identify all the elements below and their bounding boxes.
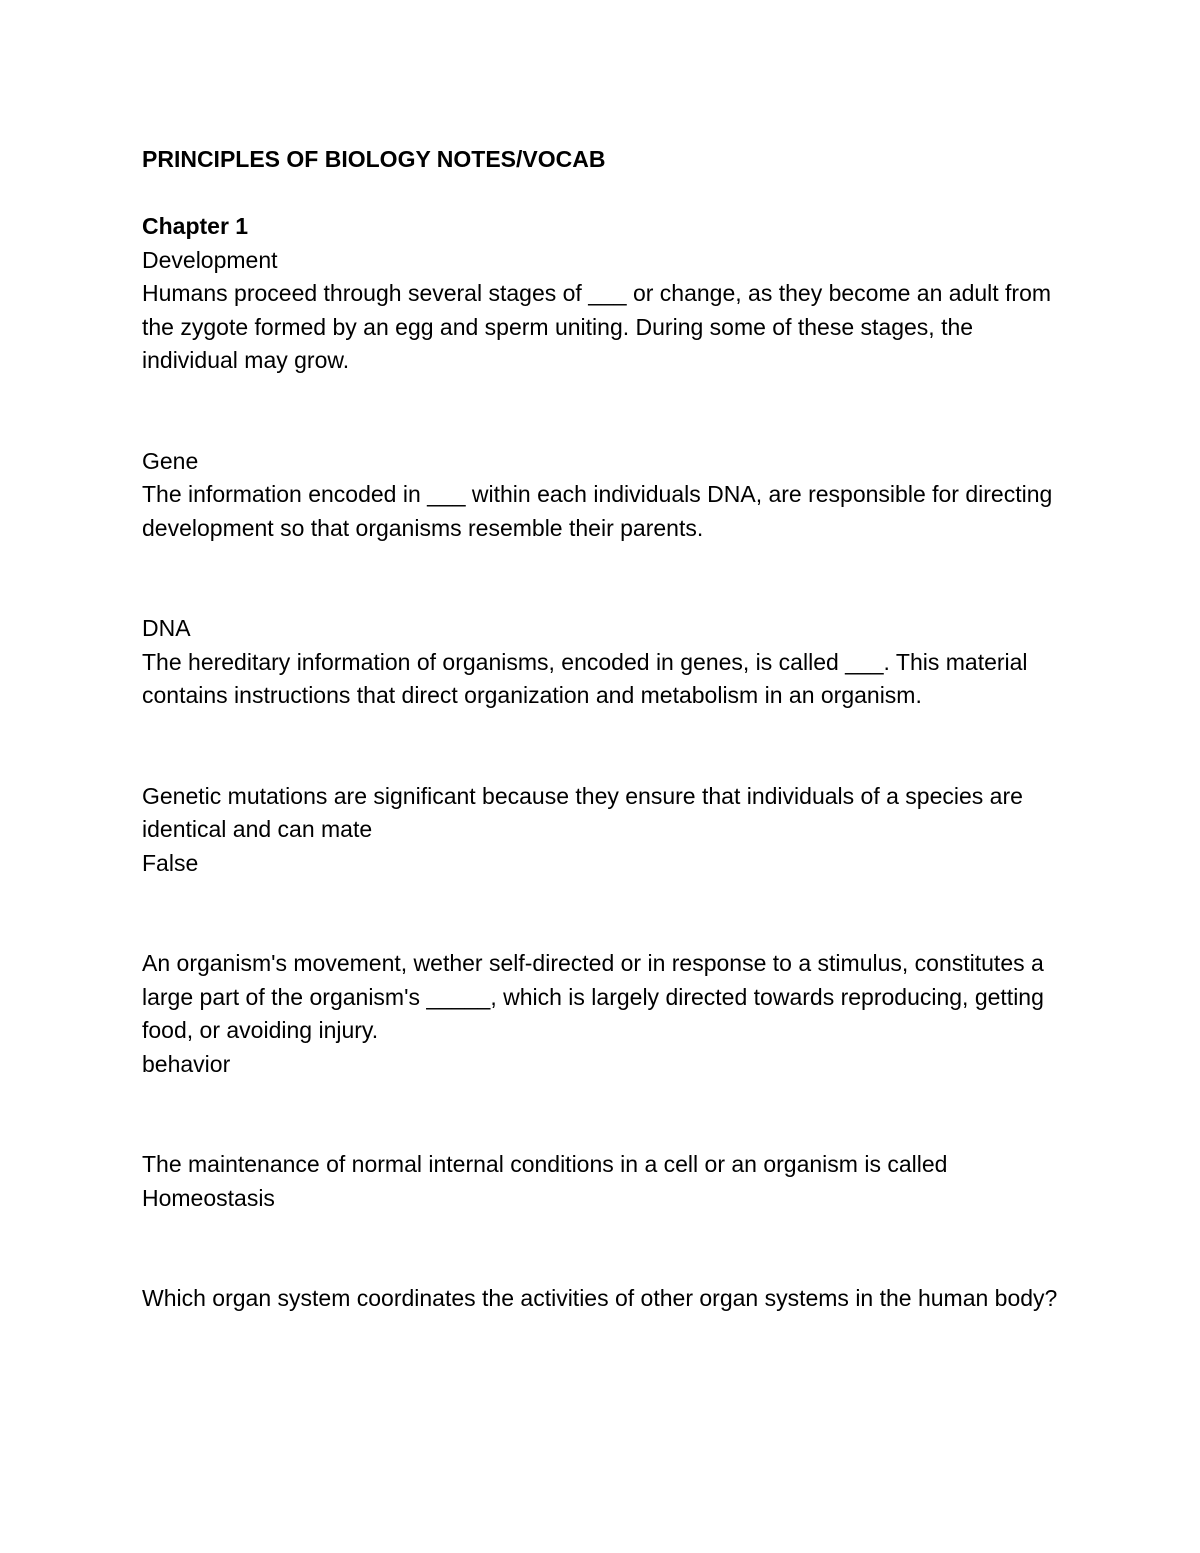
question-entry-homeostasis <box>142 1148 1062 1215</box>
vocab-definition: The information encoded in ___ within each individuals DNA, are responsible for directing development so that organisms resemble their parents. <box>142 481 1053 541</box>
document-title: PRINCIPLES OF BIOLOGY NOTES/VOCAB <box>142 146 606 172</box>
vocab-entry-development <box>142 244 1062 378</box>
question-entry-mutations <box>142 780 1062 881</box>
vocab-entry-gene <box>142 445 1062 546</box>
answer-text: behavior <box>142 1050 231 1077</box>
question-text: An organism's movement, wether self-directed or in response to a stimulus, constitutes a large part of the organism's _____, which is largely directed towards reproducing, getting food, or avoiding injury. <box>142 950 1044 1043</box>
vocab-term: DNA <box>142 615 191 641</box>
answer-text: Homeostasis <box>142 1184 275 1211</box>
question-entry-behavior <box>142 947 1062 1081</box>
vocab-definition: The hereditary information of organisms, encoded in genes, is called ___. This material contains instructions that direct organization and metabolism in an organism. <box>142 648 1028 708</box>
question-text: Genetic mutations are significant because they ensure that individuals of a species are identical and can mate <box>142 782 1023 842</box>
question-text: The maintenance of normal internal conditions in a cell or an organism is called <box>142 1151 948 1177</box>
answer-text: False <box>142 849 199 876</box>
chapter-heading: Chapter 1 <box>142 213 249 239</box>
question-entry-organ-system <box>142 1282 1062 1316</box>
question-text: Which organ system coordinates the activities of other organ systems in the human body? <box>142 1285 1058 1311</box>
vocab-term: Gene <box>142 447 199 474</box>
document-content <box>142 143 1062 1316</box>
entries-list <box>142 244 1062 1316</box>
vocab-entry-dna <box>142 612 1062 713</box>
vocab-term: Development <box>142 246 278 273</box>
vocab-definition: Humans proceed through several stages of ___ or change, as they become an adult from the zygote formed by an egg and sperm uniting. During some of these stages, the individual may grow. <box>142 280 1052 373</box>
